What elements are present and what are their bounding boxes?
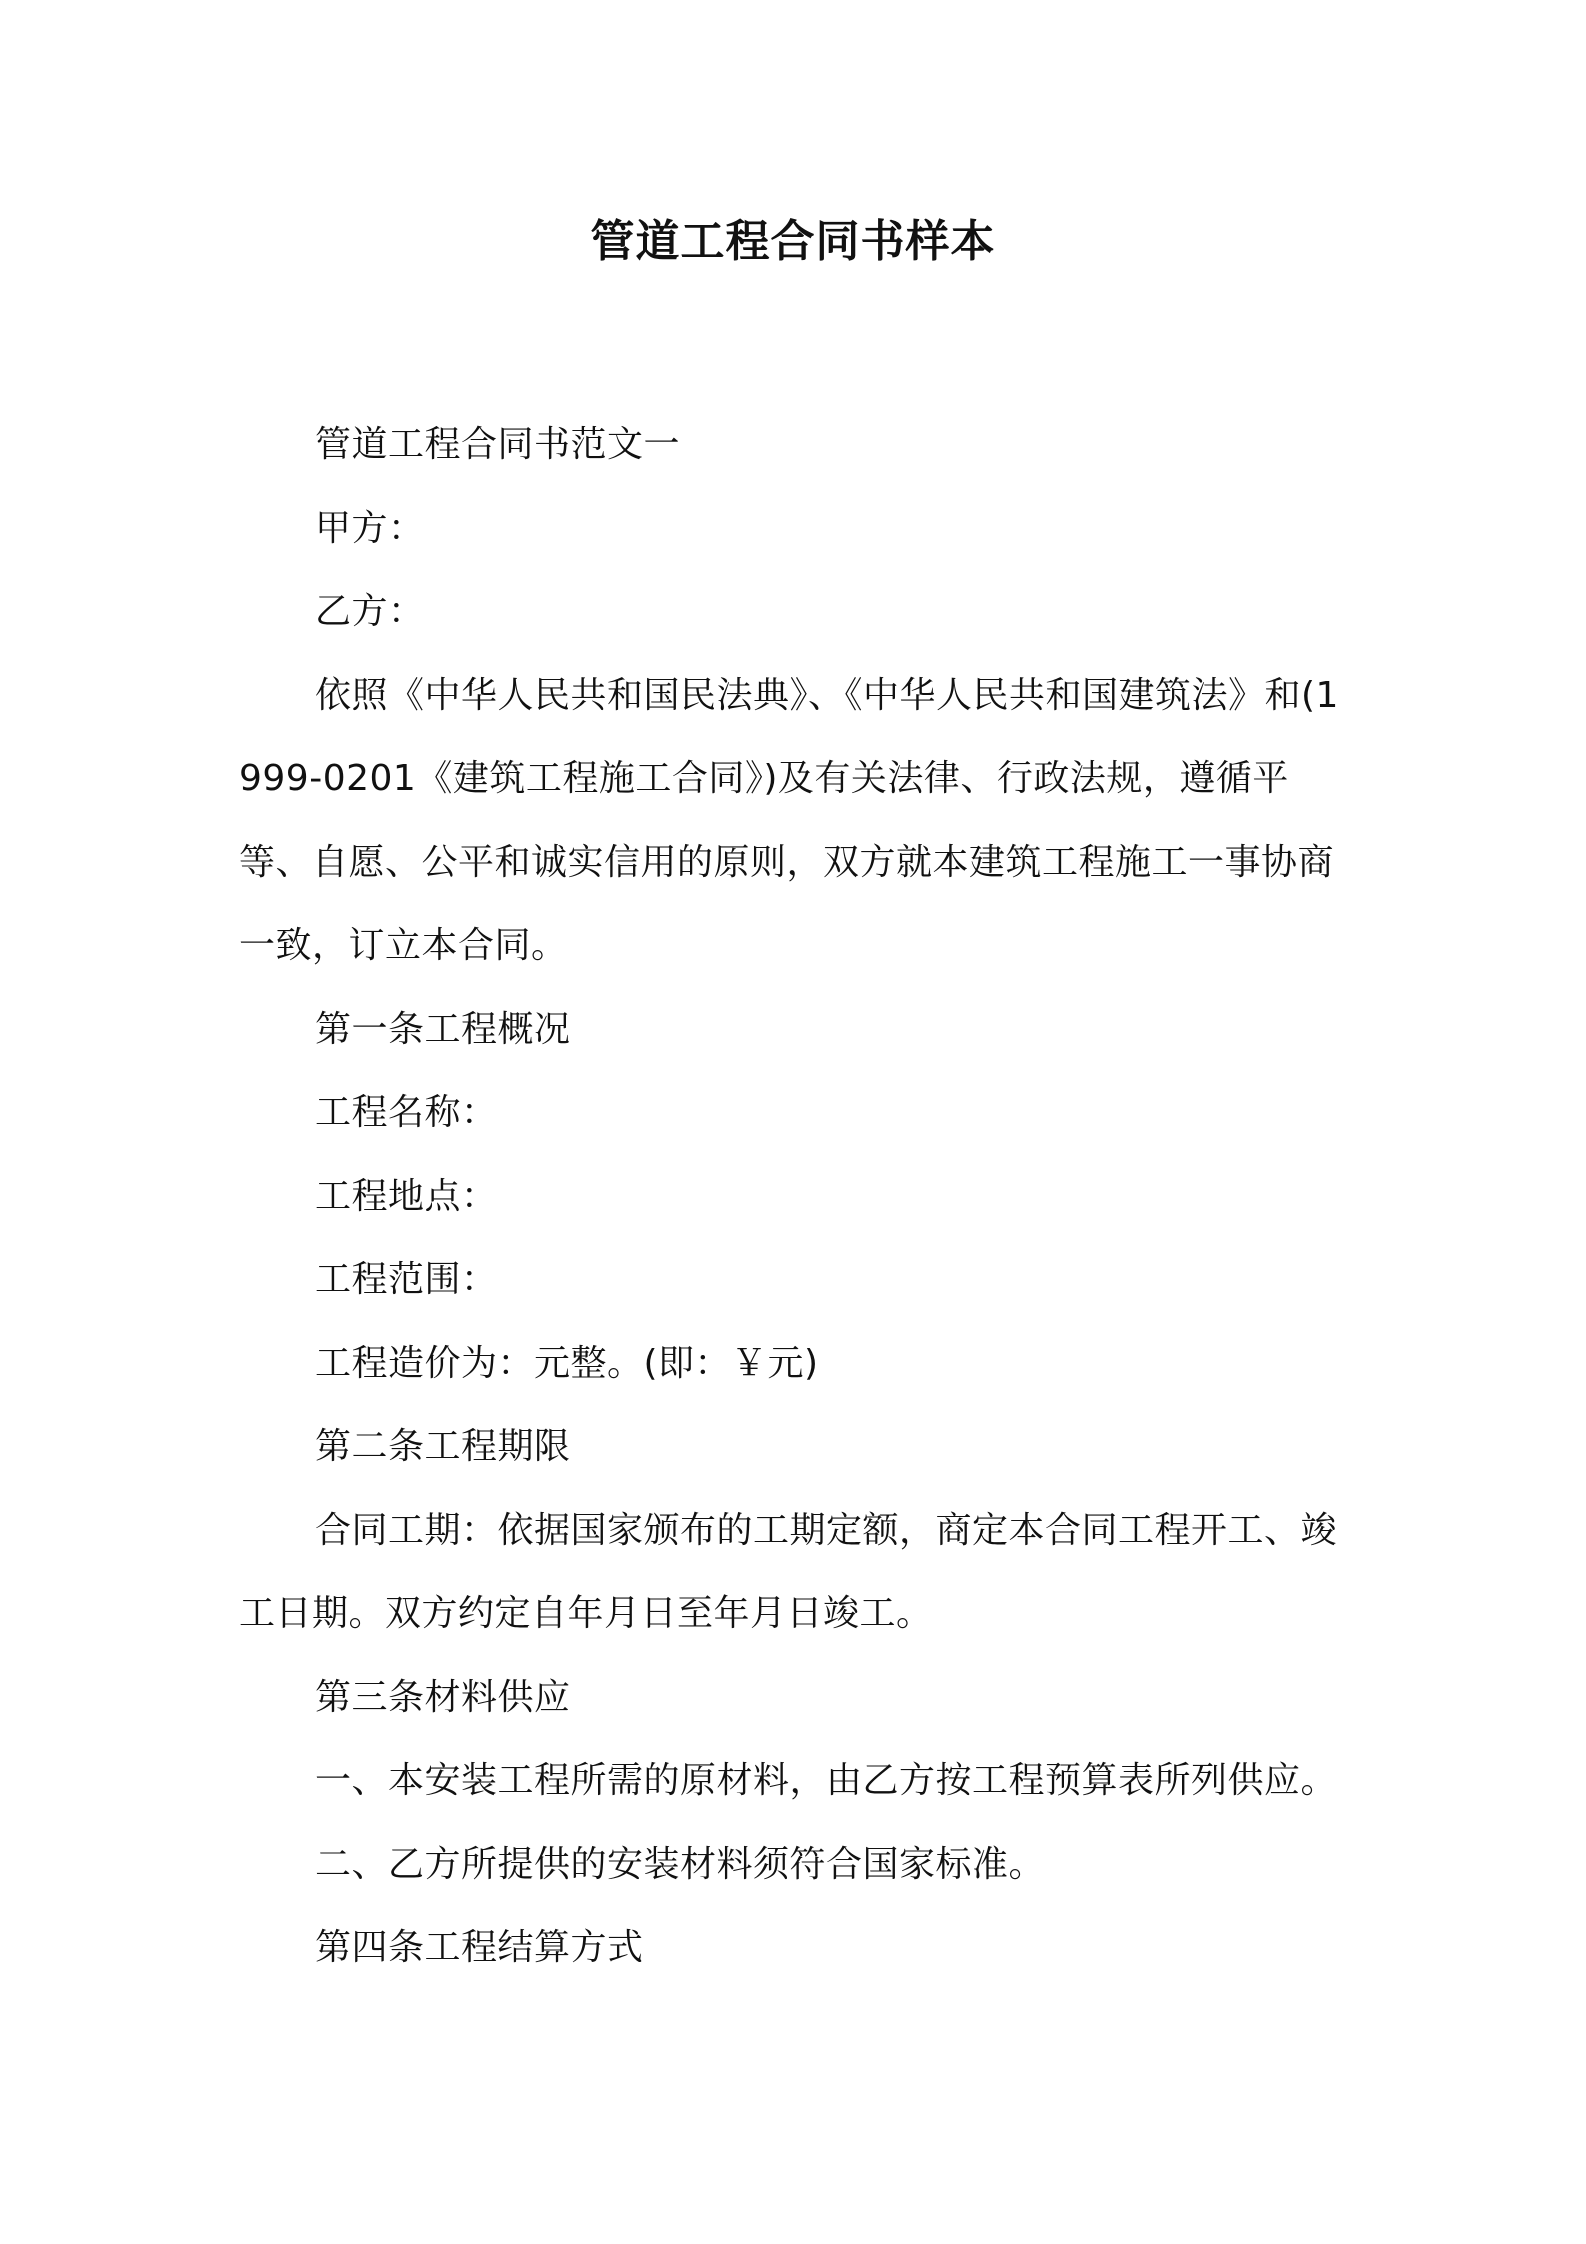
article-3-heading: 第三条材料供应 [315, 1676, 571, 1718]
document-body [239, 403, 1347, 1990]
project-name-line: 工程名称： [315, 1092, 498, 1133]
project-scope-line: 工程范围： [315, 1259, 498, 1300]
article-1-heading: 第一条工程概况 [315, 1008, 571, 1050]
party-b-line: 乙方： [315, 591, 425, 632]
project-cost-line: 工程造价为：元整。(即：￥元) [315, 1342, 819, 1384]
preamble-paragraph: 依照《中华人民共和国民法典》、《中华人民共和国建筑法》和(1999-0201《建筑工程施工合同》)及有关法律、行政法规，遵循平等、自愿、公平和诚实信用的原则，双方就本建筑工程施工一事协商一致，订立本合同。 [239, 674, 1339, 966]
article-4-heading: 第四条工程结算方式 [315, 1927, 644, 1968]
party-a-line: 甲方： [315, 507, 425, 549]
project-location-line: 工程地点： [315, 1175, 498, 1217]
material-supply-item-2: 二、乙方所提供的安装材料须符合国家标准。 [315, 1843, 1046, 1885]
contract-period-paragraph: 合同工期：依据国家颁布的工期定额，商定本合同工程开工、竣工日期。双方约定自年月日至年月日竣工。 [239, 1509, 1338, 1634]
document-title: 管道工程合同书样本 [590, 216, 996, 267]
material-supply-item-1: 一、本安装工程所需的原材料，由乙方按工程预算表所列供应。 [315, 1760, 1338, 1801]
article-2-heading: 第二条工程期限 [315, 1426, 571, 1467]
section-heading-sample-one: 管道工程合同书范文一 [315, 424, 681, 465]
